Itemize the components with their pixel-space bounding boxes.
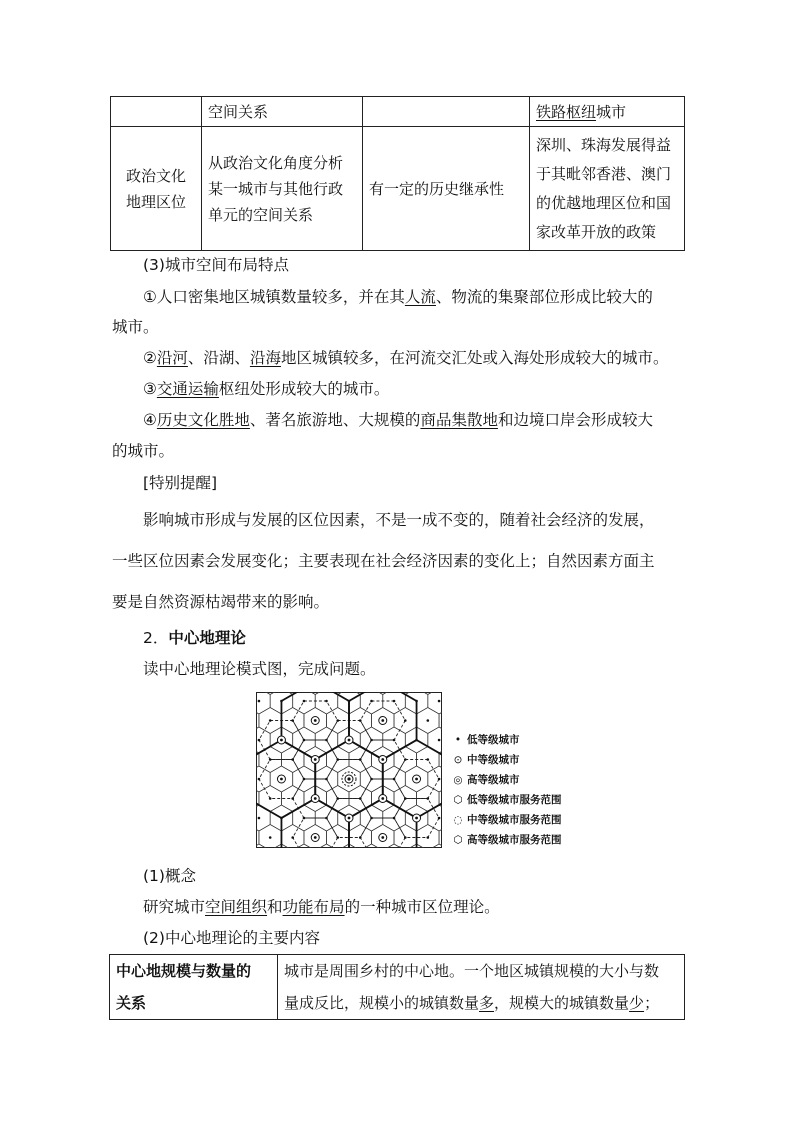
- cell-line: 政治文化: [125, 166, 186, 185]
- low-city-dot: [370, 778, 373, 781]
- low-city-dot: [359, 836, 362, 839]
- concept-line: [143, 896, 715, 918]
- urban-location-table: [110, 96, 685, 251]
- text-span: ②: [143, 349, 157, 367]
- low-city-dot: [370, 700, 373, 703]
- table-cell: [202, 127, 363, 251]
- section-title-text: 中心地理论: [168, 629, 246, 647]
- mid-city-dot: [381, 719, 384, 722]
- paragraph-line: [143, 378, 715, 400]
- tip-heading: [特别提醒]: [143, 474, 218, 492]
- mid-city-dot: [381, 836, 384, 839]
- cell-line: 地理区位: [125, 192, 186, 211]
- low-city-dot: [258, 817, 261, 820]
- low-city-dot: [336, 758, 339, 761]
- mid-city-dot: [415, 778, 418, 781]
- table-cell: [110, 955, 278, 1020]
- low-city-dot: [393, 778, 396, 781]
- low-city-dot: [336, 836, 339, 839]
- cell-line: 某一城市与其他行政: [208, 179, 344, 198]
- legend-label: 中等级城市服务范围: [467, 814, 562, 826]
- text-span: ，规模大的城镇数量: [494, 994, 630, 1012]
- legend-label: 中等级城市: [467, 754, 520, 766]
- ringed-dot-icon: ⊙: [453, 754, 463, 766]
- tip-line: 一些区位因素会发展变化；主要表现在社会经济因素的变化上；自然因素方面主: [112, 552, 655, 570]
- underlined-term: 沿河: [156, 349, 188, 367]
- low-city-dot: [427, 758, 430, 761]
- low-city-dot: [404, 797, 407, 800]
- mid-city-dot: [415, 817, 418, 820]
- low-city-dot: [303, 739, 306, 742]
- mid-city-dot: [348, 817, 351, 820]
- mid-city-dot: [280, 739, 283, 742]
- text-span: 量成反比，规模小的城镇数量: [284, 994, 480, 1012]
- mid-city-dot: [280, 778, 283, 781]
- cell-line: 城市是周围乡村的中心地。一个地区城镇规模的大小与数: [284, 962, 660, 980]
- paragraph-line: 城市。: [112, 318, 159, 336]
- underlined-term: 多: [479, 994, 495, 1012]
- text-span: 和边境口岸会形成较大: [497, 411, 653, 429]
- underlined-term: 少: [629, 994, 645, 1012]
- low-city-dot: [303, 700, 306, 703]
- low-city-dot: [336, 797, 339, 800]
- double-ring-dot-icon: ◎: [453, 774, 463, 786]
- legend-item-high-range: [452, 833, 562, 847]
- paragraph-line: [143, 347, 715, 369]
- text-span: 、物流的集聚部位形成比较大的: [435, 288, 653, 306]
- low-city-dot: [359, 758, 362, 761]
- legend-label: 低等级城市服务范围: [467, 794, 562, 806]
- high-city-dot: [347, 777, 350, 780]
- section-title: [143, 627, 715, 649]
- low-city-dot: [325, 700, 328, 703]
- table-cell: [278, 955, 685, 1020]
- low-city-dot: [370, 817, 373, 820]
- cell-line: 从政治文化角度分析: [208, 153, 344, 172]
- table-cell: [530, 97, 685, 127]
- low-city-dot: [291, 836, 294, 839]
- text-span: 枢纽处形成较大的城市。: [218, 380, 390, 398]
- low-city-dot: [404, 719, 407, 722]
- cell-line: 于其毗邻香港、澳门: [536, 164, 672, 183]
- low-city-dot: [427, 836, 430, 839]
- low-city-dot: [427, 719, 430, 722]
- low-city-dot: [280, 817, 283, 820]
- cell-line: [284, 987, 678, 1019]
- text-span: 地区城镇较多，在河流交汇处或入海处形成较大的城市。: [280, 349, 669, 367]
- mid-city-dot: [314, 719, 317, 722]
- underlined-term: 历史文化胜地: [156, 411, 250, 429]
- low-city-dot: [269, 719, 272, 722]
- mid-city-dot: [381, 797, 384, 800]
- low-city-dot: [291, 758, 294, 761]
- low-city-dot: [348, 700, 351, 703]
- paragraph-line: [143, 286, 715, 308]
- text-span: ①人口密集地区城镇数量较多，并在其: [143, 288, 405, 306]
- mid-city-dot: [314, 797, 317, 800]
- text-span: 的一种城市区位理论。: [344, 898, 500, 916]
- low-city-dot: [415, 700, 418, 703]
- central-place-content-table: [109, 954, 685, 1020]
- underlined-term: 人流: [404, 288, 436, 306]
- paragraph-line: 的城市。: [112, 442, 175, 460]
- legend-item-low-city: [452, 733, 520, 747]
- mid-city-dot: [314, 758, 317, 761]
- central-place-diagram: [256, 692, 442, 848]
- dashed-hexagon-icon: ◌: [453, 814, 463, 826]
- legend-item-low-range: [452, 793, 562, 807]
- low-city-dot: [415, 739, 418, 742]
- cell-line: 的优越地理区位和国: [536, 193, 672, 212]
- underlined-term: 沿海: [249, 349, 281, 367]
- mid-city-dot: [381, 758, 384, 761]
- text-span: ；: [644, 994, 660, 1012]
- underlined-term: 铁路枢纽: [536, 102, 597, 121]
- low-city-dot: [438, 817, 441, 820]
- text-span: 研究城市: [143, 898, 206, 916]
- tip-line: 影响城市形成与发展的区位因素，不是一成不变的，随着社会经济的发展，: [143, 511, 655, 529]
- low-city-dot: [404, 836, 407, 839]
- low-city-dot: [336, 719, 339, 722]
- low-city-dot: [303, 778, 306, 781]
- low-city-dot: [258, 739, 261, 742]
- low-city-dot: [427, 797, 430, 800]
- low-city-dot: [393, 739, 396, 742]
- low-city-dot: [404, 758, 407, 761]
- table-row: [110, 955, 685, 1020]
- low-city-dot: [269, 836, 272, 839]
- text-span: ③: [143, 380, 157, 398]
- low-city-dot: [438, 778, 441, 781]
- low-city-dot: [359, 797, 362, 800]
- legend-item-mid-city: [452, 753, 520, 767]
- cell-line: 关系: [116, 994, 147, 1012]
- cell-line: 深圳、珠海发展得益: [536, 135, 672, 154]
- text-span: 和: [267, 898, 283, 916]
- text-span: 、著名旅游地、大规模的: [249, 411, 421, 429]
- low-city-dot: [325, 778, 328, 781]
- content-heading: (2)中心地理论的主要内容: [143, 929, 320, 947]
- section-heading: (3)城市空间布局特点: [143, 256, 289, 274]
- low-city-dot: [291, 797, 294, 800]
- mid-city-dot: [314, 836, 317, 839]
- low-city-dot: [393, 700, 396, 703]
- low-city-dot: [291, 719, 294, 722]
- cell-line: 家改革开放的政策: [536, 222, 657, 241]
- low-city-dot: [258, 778, 261, 781]
- legend-item-mid-range: [452, 813, 562, 827]
- intro-line: 读中心地理论模式图，完成问题。: [143, 660, 376, 678]
- cell-line: 中心地规模与数量的: [116, 962, 252, 980]
- low-city-dot: [438, 700, 441, 703]
- underlined-term: 空间组织: [205, 898, 268, 916]
- underlined-term: 交通运输: [156, 380, 219, 398]
- legend-item-high-city: [452, 773, 520, 787]
- cell-line: 单元的空间关系: [208, 205, 314, 224]
- low-city-dot: [325, 739, 328, 742]
- low-city-dot: [303, 817, 306, 820]
- table-cell: 有一定的历史继承性: [363, 127, 530, 251]
- legend-label: 低等级城市: [467, 734, 520, 746]
- legend-label: 高等级城市服务范围: [467, 834, 562, 846]
- thin-hexagon-icon: ⬡: [453, 794, 463, 806]
- low-city-dot: [370, 739, 373, 742]
- low-city-dot: [325, 817, 328, 820]
- table-cell: [363, 97, 530, 127]
- underlined-term: 商品集散地: [420, 411, 498, 429]
- tip-line: 要是自然资源枯竭带来的影响。: [112, 593, 330, 611]
- table-cell: [111, 127, 202, 251]
- mid-city-dot: [348, 739, 351, 742]
- table-row: [111, 127, 685, 251]
- underlined-term: 功能布局: [282, 898, 345, 916]
- low-city-dot: [438, 739, 441, 742]
- legend-label: 高等级城市: [467, 774, 520, 786]
- cell-text: 城市: [596, 102, 627, 121]
- text-span: 、沿湖、: [187, 349, 250, 367]
- low-city-dot: [393, 817, 396, 820]
- low-city-dot: [269, 797, 272, 800]
- low-city-dot: [280, 700, 283, 703]
- table-row: [111, 97, 685, 127]
- paragraph-line: [143, 409, 715, 431]
- low-city-dot: [269, 758, 272, 761]
- concept-heading: (1)概念: [143, 867, 196, 885]
- low-city-dot: [258, 700, 261, 703]
- table-cell: [111, 97, 202, 127]
- low-city-dot: [359, 719, 362, 722]
- text-span: ④: [143, 411, 157, 429]
- table-cell: 空间关系: [202, 97, 363, 127]
- small-dot-icon: •: [454, 734, 462, 746]
- section-number: 2．: [143, 629, 169, 647]
- table-cell: [530, 127, 685, 251]
- bold-hexagon-icon: ⬡: [453, 834, 463, 846]
